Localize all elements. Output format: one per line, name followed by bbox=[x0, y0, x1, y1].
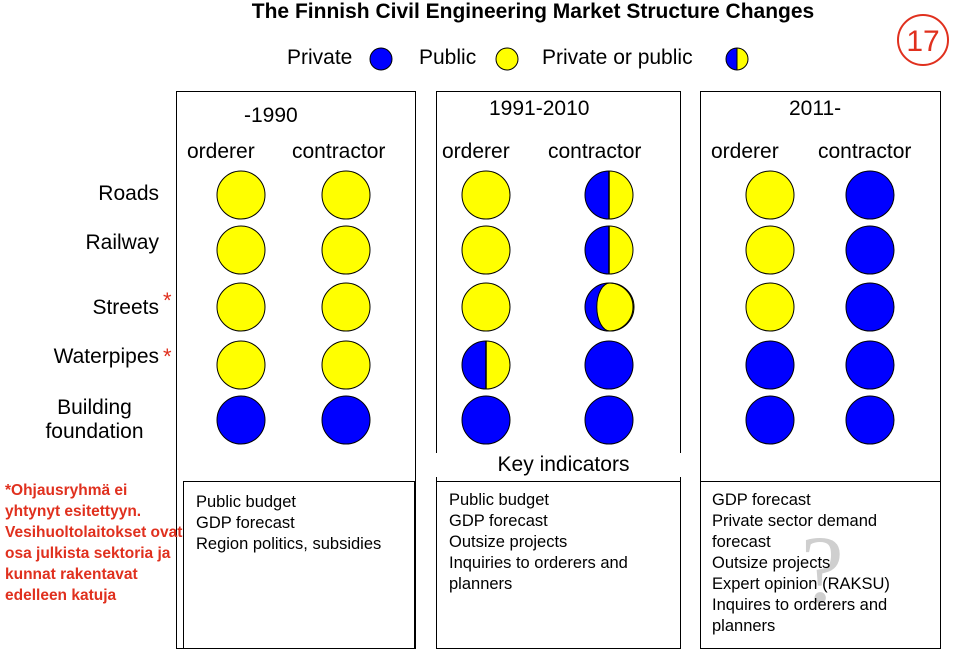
indicator-circle-half-vertical bbox=[584, 225, 634, 275]
indicator-text: Inquires to orderers and planners bbox=[712, 596, 888, 635]
indicator-text: Region politics, subsidies bbox=[196, 535, 382, 553]
indicator-text: GDP forecast bbox=[449, 512, 548, 530]
legend-mixed-swatch bbox=[725, 47, 749, 71]
legend-mixed-label: Private or public bbox=[542, 46, 693, 69]
indicator-text: GDP forecast bbox=[196, 514, 295, 532]
question-mark: ? bbox=[801, 516, 844, 623]
indicator-circle-public bbox=[216, 170, 266, 220]
steering-group-note: *Ohjausryhmä ei yhtynyt esitettyyn. Vesihuoltolaitokset ovat osa julkista sektoria ja kunnat rakentavat edelleen katuja bbox=[5, 482, 183, 604]
legend-public-label: Public bbox=[419, 46, 477, 69]
indicator-circle-private bbox=[845, 340, 895, 390]
column-header-contractor-3: contractor bbox=[818, 140, 912, 163]
indicator-circle-private bbox=[845, 282, 895, 332]
indicator-circle-private bbox=[845, 395, 895, 445]
indicator-circle-private bbox=[845, 170, 895, 220]
indicator-circle-half-vertical bbox=[584, 170, 634, 220]
legend-public-swatch bbox=[495, 47, 519, 71]
key-indicators-box-2 bbox=[436, 481, 681, 649]
column-header-orderer-1: orderer bbox=[187, 140, 255, 163]
row-label-roads: Roads bbox=[98, 182, 159, 205]
indicator-circle-public bbox=[745, 170, 795, 220]
row-label-building-foundation: Building foundation bbox=[45, 396, 144, 443]
indicator-circle-public bbox=[216, 340, 266, 390]
indicator-circle-public bbox=[745, 225, 795, 275]
indicator-circle-private bbox=[321, 395, 371, 445]
indicator-text: Expert opinion (RAKSU) bbox=[712, 575, 890, 593]
page-title: The Finnish Civil Engineering Market Structure Changes bbox=[251, 0, 815, 23]
column-header-contractor-1: contractor bbox=[292, 140, 386, 163]
indicator-circle-private bbox=[745, 340, 795, 390]
legend-private-swatch bbox=[369, 47, 393, 71]
indicator-circle-public bbox=[321, 340, 371, 390]
column-header-orderer-3: orderer bbox=[711, 140, 779, 163]
row-label-streets: Streets bbox=[92, 296, 159, 319]
key-indicators-box-1 bbox=[183, 481, 415, 649]
indicator-circle-public bbox=[461, 170, 511, 220]
period-label-3: 2011- bbox=[789, 97, 842, 120]
indicator-circle-private bbox=[216, 395, 266, 445]
legend-private-label: Private bbox=[287, 46, 353, 69]
indicator-circle-public bbox=[461, 282, 511, 332]
row-label-waterpipes: Waterpipes bbox=[53, 345, 159, 368]
indicator-text: Outsize projects bbox=[449, 533, 568, 551]
row-asterisk-waterpipes: * bbox=[163, 344, 172, 369]
indicator-circle-private bbox=[745, 395, 795, 445]
indicator-text: Outsize projects bbox=[712, 554, 831, 572]
indicator-circle-public bbox=[745, 282, 795, 332]
indicator-text: Public budget bbox=[449, 491, 549, 509]
indicator-text: Public budget bbox=[196, 493, 296, 511]
indicator-circle-public bbox=[321, 170, 371, 220]
key-indicators-title: Key indicators bbox=[436, 453, 691, 477]
indicator-text: Private sector demand forecast bbox=[712, 512, 878, 551]
column-header-orderer-2: orderer bbox=[442, 140, 510, 163]
indicator-circle-private bbox=[584, 395, 634, 445]
indicator-circle-private bbox=[584, 340, 634, 390]
indicator-circle-public bbox=[321, 282, 371, 332]
indicator-circle-public bbox=[321, 225, 371, 275]
indicator-text: GDP forecast bbox=[712, 491, 811, 509]
indicator-circle-private bbox=[845, 225, 895, 275]
row-asterisk-streets: * bbox=[163, 288, 172, 313]
indicator-circle-public bbox=[461, 225, 511, 275]
indicator-circle-private bbox=[461, 395, 511, 445]
indicator-circle-crescent bbox=[584, 282, 634, 332]
indicator-circle-public bbox=[216, 282, 266, 332]
indicator-circle-public bbox=[216, 225, 266, 275]
period-label-2: 1991-2010 bbox=[489, 97, 590, 120]
indicator-text: Inquiries to orderers and planners bbox=[449, 554, 628, 593]
row-label-railway: Railway bbox=[85, 231, 159, 254]
indicator-circle-half-vertical bbox=[461, 340, 511, 390]
key-indicators-box-3 bbox=[700, 481, 941, 649]
column-header-contractor-2: contractor bbox=[548, 140, 642, 163]
period-label-1: -1990 bbox=[244, 104, 298, 127]
slide-number-badge: 17 bbox=[897, 14, 949, 66]
